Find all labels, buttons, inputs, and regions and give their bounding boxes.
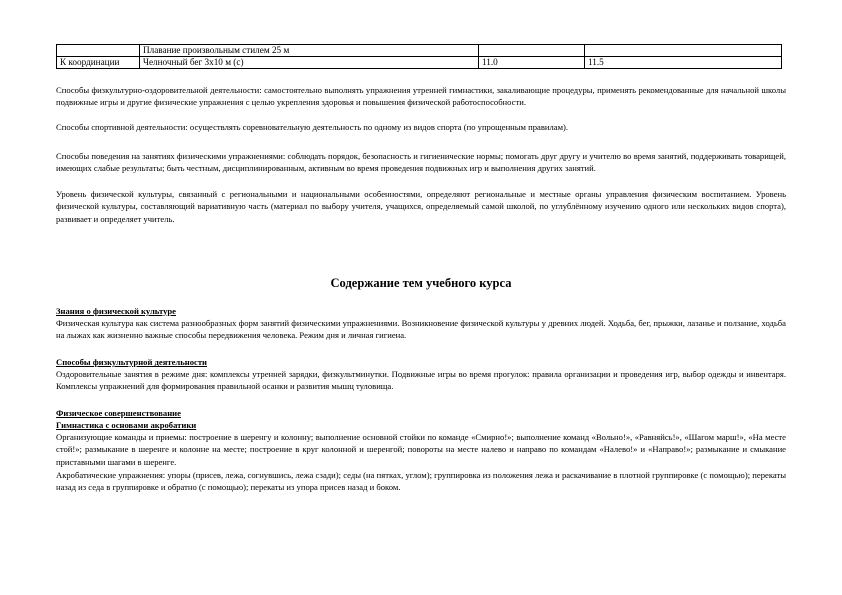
- table-cell: [57, 45, 140, 57]
- paragraph-knowledge: Физическая культура как система разнообразных форм занятий физическими упражнениями. Возникновение физической культуры у древних людей. Ходьба, бег, прыжки, лазанье и ползание, ходьба на лыжах как жизненно важные способы передвижения человека. Режим дня и личная гигиена.: [56, 318, 786, 341]
- table-row: [57, 57, 782, 69]
- paragraph-fitness-methods: Способы физкультурно-оздоровительной деятельности: самостоятельно выполнять упражнения утренней гимнастики, закаливающие процедуры, применять рекомендованные для начальной школы подвижные игры и другие физические упражнения с целью укрепления здоровья и повышения физической работоспособности.: [56, 85, 786, 108]
- table-cell: 11.0: [479, 57, 585, 69]
- paragraph-commands: Организующие команды и приемы: построение в шеренгу и колонну; выполнение основной стойки по команде «Смирно!»; выполнение команд «Вольно!», «Равняйсь!», «Шагом марш!», «На месте стой!»; размыкание в шеренге и колонне на месте; построение в круг колонной и шеренгой; повороты на месте налево и направо по командам «Налево!» и «Направо!»; размыкание и смыкание приставными шагами в шеренге.: [56, 432, 786, 467]
- subsection-title-activity-methods: Способы физкультурной деятельности: [56, 357, 208, 367]
- table-cell: Плавание произвольным стилем 25 м: [140, 45, 479, 57]
- table-row: [57, 45, 782, 57]
- table-cell: [479, 45, 585, 57]
- section-heading: Содержание тем учебного курса: [330, 276, 512, 290]
- paragraph-regional-level: Уровень физической культуры, связанный с региональными и национальными особенностями, определяют региональные и местные органы управления физическим воспитанием. Уровень физической культуры, составляющий вариативную часть (материал по выбору учителя, учащихся, определяемый самой школой, по углублённому изучению одного или нескольких видов спорта), развивает и определяет учитель.: [56, 189, 786, 224]
- subsection-title-knowledge: Знания о физической культуре: [56, 306, 176, 316]
- paragraph-activity-methods: Оздоровительные занятия в режиме дня: комплексы утренней зарядки, физкультминутки. Подвижные игры во время прогулок: правила организации и проведения игр, выбор одежды и инвентаря. Комплексы упражнений для формирования правильной осанки и развития мышц туловища.: [56, 369, 786, 392]
- paragraph-behaviour-methods: Способы поведения на занятиях физическими упражнениями: соблюдать порядок, безопасность и гигиенические нормы; помогать друг другу и учителю во время занятий, поддерживать товарищей, имеющих слабые результаты; быть честным, дисциплинированным, активным во время проведения подвижных игр и выполнения других занятий.: [56, 151, 786, 174]
- paragraph-acrobatics: Акробатические упражнения: упоры (присев, лежа, согнувшись, лежа сзади); седы (на пятках, углом); группировка из положения лежа и раскачивание в плотной группировке (с помощью); перекаты назад из седа в группировке и обратно (с помощью); перекаты из упора присев назад и боком.: [56, 470, 786, 493]
- table-cell: 11.5: [585, 57, 782, 69]
- results-table: [56, 44, 782, 69]
- paragraph-sport-methods: Способы спортивной деятельности: осуществлять соревновательную деятельность по одному из видов спорта (по упрощенным правилам).: [56, 122, 569, 132]
- table-cell: [585, 45, 782, 57]
- subsection-title-improvement: Физическое совершенствование: [56, 408, 181, 418]
- table-cell: К координации: [57, 57, 140, 69]
- subsection-title-gymnastics: Гимнастика с основами акробатики: [56, 420, 197, 430]
- table-cell: Челночный бег 3х10 м (с): [140, 57, 479, 69]
